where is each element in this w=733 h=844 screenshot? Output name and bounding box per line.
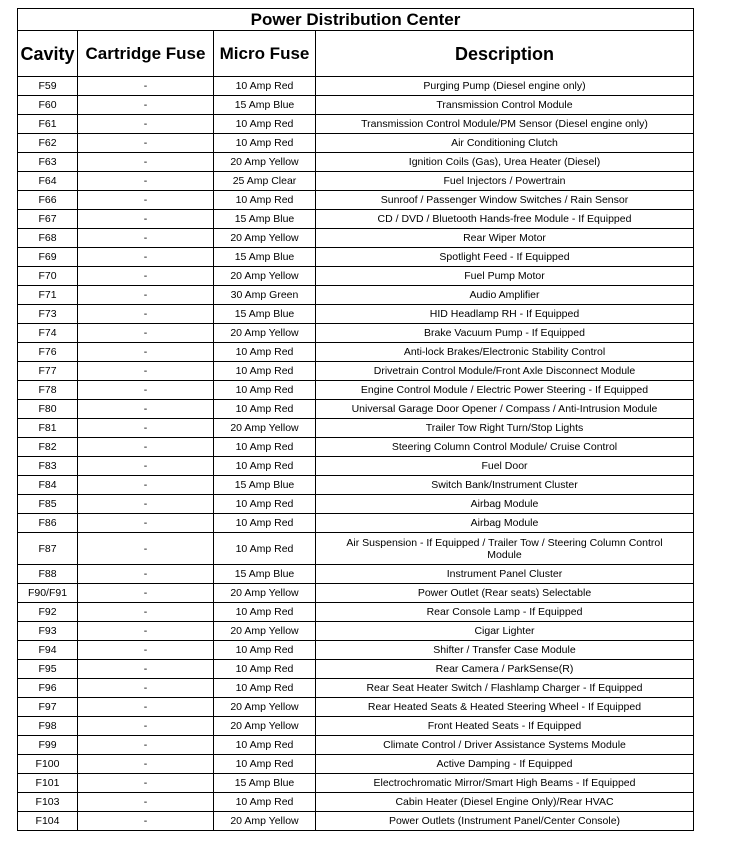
description-text: Purging Pump (Diesel engine only) — [423, 80, 586, 92]
cavity-cell: F71 — [18, 286, 78, 305]
cartridge-fuse-cell: - — [78, 622, 214, 641]
cavity-cell: F61 — [18, 115, 78, 134]
description-cell — [316, 134, 694, 153]
micro-fuse-cell: 15 Amp Blue — [214, 96, 316, 115]
description-cell — [316, 584, 694, 603]
cartridge-fuse-cell: - — [78, 793, 214, 812]
cartridge-fuse-cell: - — [78, 514, 214, 533]
description-text: Electrochromatic Mirror/Smart High Beams - If Equipped — [373, 777, 636, 789]
micro-fuse-cell: 15 Amp Blue — [214, 305, 316, 324]
cavity-cell: F101 — [18, 774, 78, 793]
table-row — [18, 812, 694, 831]
cavity-cell: F93 — [18, 622, 78, 641]
micro-fuse-cell: 10 Amp Red — [214, 77, 316, 96]
micro-fuse-cell: 15 Amp Blue — [214, 476, 316, 495]
micro-fuse-cell: 10 Amp Red — [214, 641, 316, 660]
cavity-cell: F94 — [18, 641, 78, 660]
table-row — [18, 134, 694, 153]
description-cell — [316, 248, 694, 267]
description-cell — [316, 381, 694, 400]
cavity-cell: F88 — [18, 565, 78, 584]
micro-fuse-cell: 10 Amp Red — [214, 343, 316, 362]
table-row — [18, 679, 694, 698]
table-row — [18, 343, 694, 362]
cavity-cell: F84 — [18, 476, 78, 495]
description-text: Audio Amplifier — [469, 289, 540, 301]
description-text: Active Damping - If Equipped — [436, 758, 573, 770]
cartridge-fuse-cell: - — [78, 565, 214, 584]
description-text: Fuel Pump Motor — [464, 270, 545, 282]
cartridge-fuse-cell: - — [78, 286, 214, 305]
table-row — [18, 381, 694, 400]
description-cell — [316, 438, 694, 457]
description-text: Switch Bank/Instrument Cluster — [431, 479, 578, 491]
description-text: Front Heated Seats - If Equipped — [427, 720, 582, 732]
micro-fuse-cell: 20 Amp Yellow — [214, 153, 316, 172]
micro-fuse-cell: 20 Amp Yellow — [214, 622, 316, 641]
cavity-cell: F104 — [18, 812, 78, 831]
description-cell — [316, 77, 694, 96]
micro-fuse-cell: 30 Amp Green — [214, 286, 316, 305]
description-cell — [316, 736, 694, 755]
table-row — [18, 698, 694, 717]
cartridge-fuse-cell: - — [78, 191, 214, 210]
cartridge-fuse-cell: - — [78, 343, 214, 362]
description-cell — [316, 495, 694, 514]
description-text: Instrument Panel Cluster — [446, 568, 563, 580]
cavity-cell: F60 — [18, 96, 78, 115]
description-cell — [316, 698, 694, 717]
table-row — [18, 77, 694, 96]
column-header-micro-fuse: Micro Fuse — [214, 31, 316, 77]
cavity-cell: F87 — [18, 533, 78, 565]
micro-fuse-cell: 15 Amp Blue — [214, 565, 316, 584]
description-cell — [316, 286, 694, 305]
table-row — [18, 736, 694, 755]
cartridge-fuse-cell: - — [78, 419, 214, 438]
cartridge-fuse-cell: - — [78, 362, 214, 381]
cavity-cell: F73 — [18, 305, 78, 324]
table-row — [18, 622, 694, 641]
cartridge-fuse-cell: - — [78, 774, 214, 793]
description-text: Rear Wiper Motor — [463, 232, 546, 244]
micro-fuse-cell: 10 Amp Red — [214, 115, 316, 134]
description-cell — [316, 641, 694, 660]
table-row — [18, 565, 694, 584]
micro-fuse-cell: 10 Amp Red — [214, 457, 316, 476]
description-cell — [316, 229, 694, 248]
description-cell — [316, 400, 694, 419]
description-text: Rear Camera / ParkSense(R) — [435, 663, 574, 675]
description-text: Cigar Lighter — [474, 625, 535, 637]
table-body — [18, 77, 694, 831]
description-cell — [316, 96, 694, 115]
description-cell — [316, 419, 694, 438]
description-text: Anti-lock Brakes/Electronic Stability Control — [403, 346, 606, 358]
cavity-cell: F63 — [18, 153, 78, 172]
micro-fuse-cell: 10 Amp Red — [214, 381, 316, 400]
table-row — [18, 324, 694, 343]
description-text: Fuel Injectors / Powertrain — [443, 175, 566, 187]
description-text: Power Outlets (Instrument Panel/Center Console) — [388, 815, 621, 827]
description-cell — [316, 305, 694, 324]
cartridge-fuse-cell: - — [78, 115, 214, 134]
table-row — [18, 476, 694, 495]
table-row — [18, 717, 694, 736]
cartridge-fuse-cell: - — [78, 400, 214, 419]
description-text: HID Headlamp RH - If Equipped — [429, 308, 580, 320]
cavity-cell: F97 — [18, 698, 78, 717]
table-row — [18, 210, 694, 229]
cavity-cell: F85 — [18, 495, 78, 514]
cartridge-fuse-cell: - — [78, 457, 214, 476]
description-cell — [316, 514, 694, 533]
cartridge-fuse-cell: - — [78, 698, 214, 717]
table-row — [18, 533, 694, 565]
cavity-cell: F67 — [18, 210, 78, 229]
cartridge-fuse-cell: - — [78, 812, 214, 831]
micro-fuse-cell: 10 Amp Red — [214, 793, 316, 812]
micro-fuse-cell: 10 Amp Red — [214, 533, 316, 565]
cartridge-fuse-cell: - — [78, 381, 214, 400]
cavity-cell: F100 — [18, 755, 78, 774]
cartridge-fuse-cell: - — [78, 229, 214, 248]
description-cell — [316, 362, 694, 381]
table-row — [18, 267, 694, 286]
cartridge-fuse-cell: - — [78, 438, 214, 457]
cavity-cell: F78 — [18, 381, 78, 400]
description-cell — [316, 172, 694, 191]
micro-fuse-cell: 20 Amp Yellow — [214, 698, 316, 717]
cavity-cell: F66 — [18, 191, 78, 210]
micro-fuse-cell: 10 Amp Red — [214, 191, 316, 210]
cavity-cell: F62 — [18, 134, 78, 153]
table-row — [18, 514, 694, 533]
description-text: Fuel Door — [481, 460, 528, 472]
description-text: Spotlight Feed - If Equipped — [439, 251, 570, 263]
micro-fuse-cell: 20 Amp Yellow — [214, 324, 316, 343]
cavity-cell: F90/F91 — [18, 584, 78, 603]
table-row — [18, 115, 694, 134]
table-row — [18, 419, 694, 438]
cavity-cell: F103 — [18, 793, 78, 812]
cavity-cell: F95 — [18, 660, 78, 679]
cavity-cell: F70 — [18, 267, 78, 286]
cavity-cell: F68 — [18, 229, 78, 248]
micro-fuse-cell: 15 Amp Blue — [214, 210, 316, 229]
description-text: Sunroof / Passenger Window Switches / Rain Sensor — [380, 194, 629, 206]
table-row — [18, 96, 694, 115]
table-row — [18, 793, 694, 812]
column-header-cartridge-fuse: Cartridge Fuse — [78, 31, 214, 77]
micro-fuse-cell: 10 Amp Red — [214, 438, 316, 457]
cavity-cell: F92 — [18, 603, 78, 622]
cartridge-fuse-cell: - — [78, 584, 214, 603]
micro-fuse-cell: 10 Amp Red — [214, 736, 316, 755]
cartridge-fuse-cell: - — [78, 210, 214, 229]
micro-fuse-cell: 10 Amp Red — [214, 400, 316, 419]
micro-fuse-cell: 10 Amp Red — [214, 514, 316, 533]
table-row — [18, 153, 694, 172]
table-row — [18, 603, 694, 622]
description-cell — [316, 457, 694, 476]
micro-fuse-cell: 10 Amp Red — [214, 134, 316, 153]
description-text: Climate Control / Driver Assistance Systems Module — [383, 739, 626, 751]
table-row — [18, 400, 694, 419]
description-text: Ignition Coils (Gas), Urea Heater (Diesel) — [408, 156, 601, 168]
description-cell — [316, 660, 694, 679]
description-cell — [316, 191, 694, 210]
micro-fuse-cell: 20 Amp Yellow — [214, 419, 316, 438]
cavity-cell: F99 — [18, 736, 78, 755]
column-header-description: Description — [316, 31, 694, 77]
cartridge-fuse-cell: - — [78, 603, 214, 622]
description-text: Air Conditioning Clutch — [451, 137, 558, 149]
table-row — [18, 774, 694, 793]
cartridge-fuse-cell: - — [78, 172, 214, 191]
table-row — [18, 457, 694, 476]
description-text: Rear Heated Seats & Heated Steering Wheel - If Equipped — [367, 701, 642, 713]
cartridge-fuse-cell: - — [78, 267, 214, 286]
cartridge-fuse-cell: - — [78, 533, 214, 565]
cartridge-fuse-cell: - — [78, 641, 214, 660]
description-text: Transmission Control Module/PM Sensor (Diesel engine only) — [361, 118, 648, 130]
description-text: Transmission Control Module — [436, 99, 573, 111]
cavity-cell: F82 — [18, 438, 78, 457]
description-cell — [316, 533, 694, 565]
cartridge-fuse-cell: - — [78, 134, 214, 153]
micro-fuse-cell: 20 Amp Yellow — [214, 229, 316, 248]
table-row — [18, 248, 694, 267]
description-cell — [316, 210, 694, 229]
cartridge-fuse-cell: - — [78, 324, 214, 343]
fuse-table — [17, 8, 694, 831]
description-cell — [316, 603, 694, 622]
column-header-cavity: Cavity — [18, 31, 78, 77]
cavity-cell: F64 — [18, 172, 78, 191]
description-text: Shifter / Transfer Case Module — [433, 644, 576, 656]
description-cell — [316, 153, 694, 172]
description-text: Trailer Tow Right Turn/Stop Lights — [425, 422, 584, 434]
micro-fuse-cell: 20 Amp Yellow — [214, 584, 316, 603]
cartridge-fuse-cell: - — [78, 305, 214, 324]
cartridge-fuse-cell: - — [78, 660, 214, 679]
table-row — [18, 660, 694, 679]
cavity-cell: F86 — [18, 514, 78, 533]
description-cell — [316, 774, 694, 793]
cavity-cell: F69 — [18, 248, 78, 267]
table-row — [18, 229, 694, 248]
description-text: Brake Vacuum Pump - If Equipped — [424, 327, 585, 339]
cavity-cell: F83 — [18, 457, 78, 476]
cartridge-fuse-cell: - — [78, 495, 214, 514]
table-row — [18, 305, 694, 324]
description-cell — [316, 115, 694, 134]
description-text: Rear Seat Heater Switch / Flashlamp Charger - If Equipped — [366, 682, 643, 694]
micro-fuse-cell: 10 Amp Red — [214, 660, 316, 679]
cartridge-fuse-cell: - — [78, 476, 214, 495]
description-cell — [316, 343, 694, 362]
micro-fuse-cell: 10 Amp Red — [214, 362, 316, 381]
cartridge-fuse-cell: - — [78, 77, 214, 96]
table-row — [18, 286, 694, 305]
table-row — [18, 438, 694, 457]
cavity-cell: F80 — [18, 400, 78, 419]
description-cell — [316, 793, 694, 812]
description-text: Airbag Module — [470, 517, 539, 529]
cartridge-fuse-cell: - — [78, 679, 214, 698]
table-row — [18, 191, 694, 210]
description-text: Power Outlet (Rear seats) Selectable — [417, 587, 592, 599]
description-cell — [316, 267, 694, 286]
cartridge-fuse-cell: - — [78, 717, 214, 736]
description-cell — [316, 324, 694, 343]
description-cell — [316, 717, 694, 736]
description-text: Airbag Module — [470, 498, 539, 510]
table-row — [18, 172, 694, 191]
micro-fuse-cell: 20 Amp Yellow — [214, 717, 316, 736]
description-text: Drivetrain Control Module/Front Axle Disconnect Module — [373, 365, 636, 377]
description-cell — [316, 565, 694, 584]
micro-fuse-cell: 15 Amp Blue — [214, 774, 316, 793]
micro-fuse-cell: 10 Amp Red — [214, 603, 316, 622]
micro-fuse-cell: 10 Amp Red — [214, 495, 316, 514]
table-row — [18, 584, 694, 603]
description-cell — [316, 476, 694, 495]
description-text: Universal Garage Door Opener / Compass / Anti-Intrusion Module — [351, 403, 658, 415]
description-text: Engine Control Module / Electric Power Steering - If Equipped — [360, 384, 649, 396]
cartridge-fuse-cell: - — [78, 153, 214, 172]
cavity-cell: F59 — [18, 77, 78, 96]
cavity-cell: F74 — [18, 324, 78, 343]
cartridge-fuse-cell: - — [78, 248, 214, 267]
table-row — [18, 641, 694, 660]
cavity-cell: F81 — [18, 419, 78, 438]
description-text: Cabin Heater (Diesel Engine Only)/Rear HVAC — [395, 796, 614, 808]
description-text: CD / DVD / Bluetooth Hands-free Module - If Equipped — [377, 213, 632, 225]
table-row — [18, 495, 694, 514]
table-row — [18, 755, 694, 774]
cartridge-fuse-cell: - — [78, 736, 214, 755]
description-cell — [316, 622, 694, 641]
cartridge-fuse-cell: - — [78, 96, 214, 115]
description-text: Steering Column Control Module/ Cruise Control — [391, 441, 618, 453]
cavity-cell: F96 — [18, 679, 78, 698]
cartridge-fuse-cell: - — [78, 755, 214, 774]
micro-fuse-cell: 10 Amp Red — [214, 755, 316, 774]
micro-fuse-cell: 20 Amp Yellow — [214, 812, 316, 831]
micro-fuse-cell: 10 Amp Red — [214, 679, 316, 698]
description-text: Rear Console Lamp - If Equipped — [426, 606, 583, 618]
description-text: Air Suspension - If Equipped / Trailer Tow / Steering Column Control Module — [346, 536, 663, 561]
cavity-cell: F98 — [18, 717, 78, 736]
table-row — [18, 362, 694, 381]
description-cell — [316, 679, 694, 698]
micro-fuse-cell: 25 Amp Clear — [214, 172, 316, 191]
cavity-cell: F76 — [18, 343, 78, 362]
micro-fuse-cell: 15 Amp Blue — [214, 248, 316, 267]
cavity-cell: F77 — [18, 362, 78, 381]
table-title: Power Distribution Center — [18, 9, 694, 31]
micro-fuse-cell: 20 Amp Yellow — [214, 267, 316, 286]
description-cell — [316, 812, 694, 831]
description-cell — [316, 755, 694, 774]
